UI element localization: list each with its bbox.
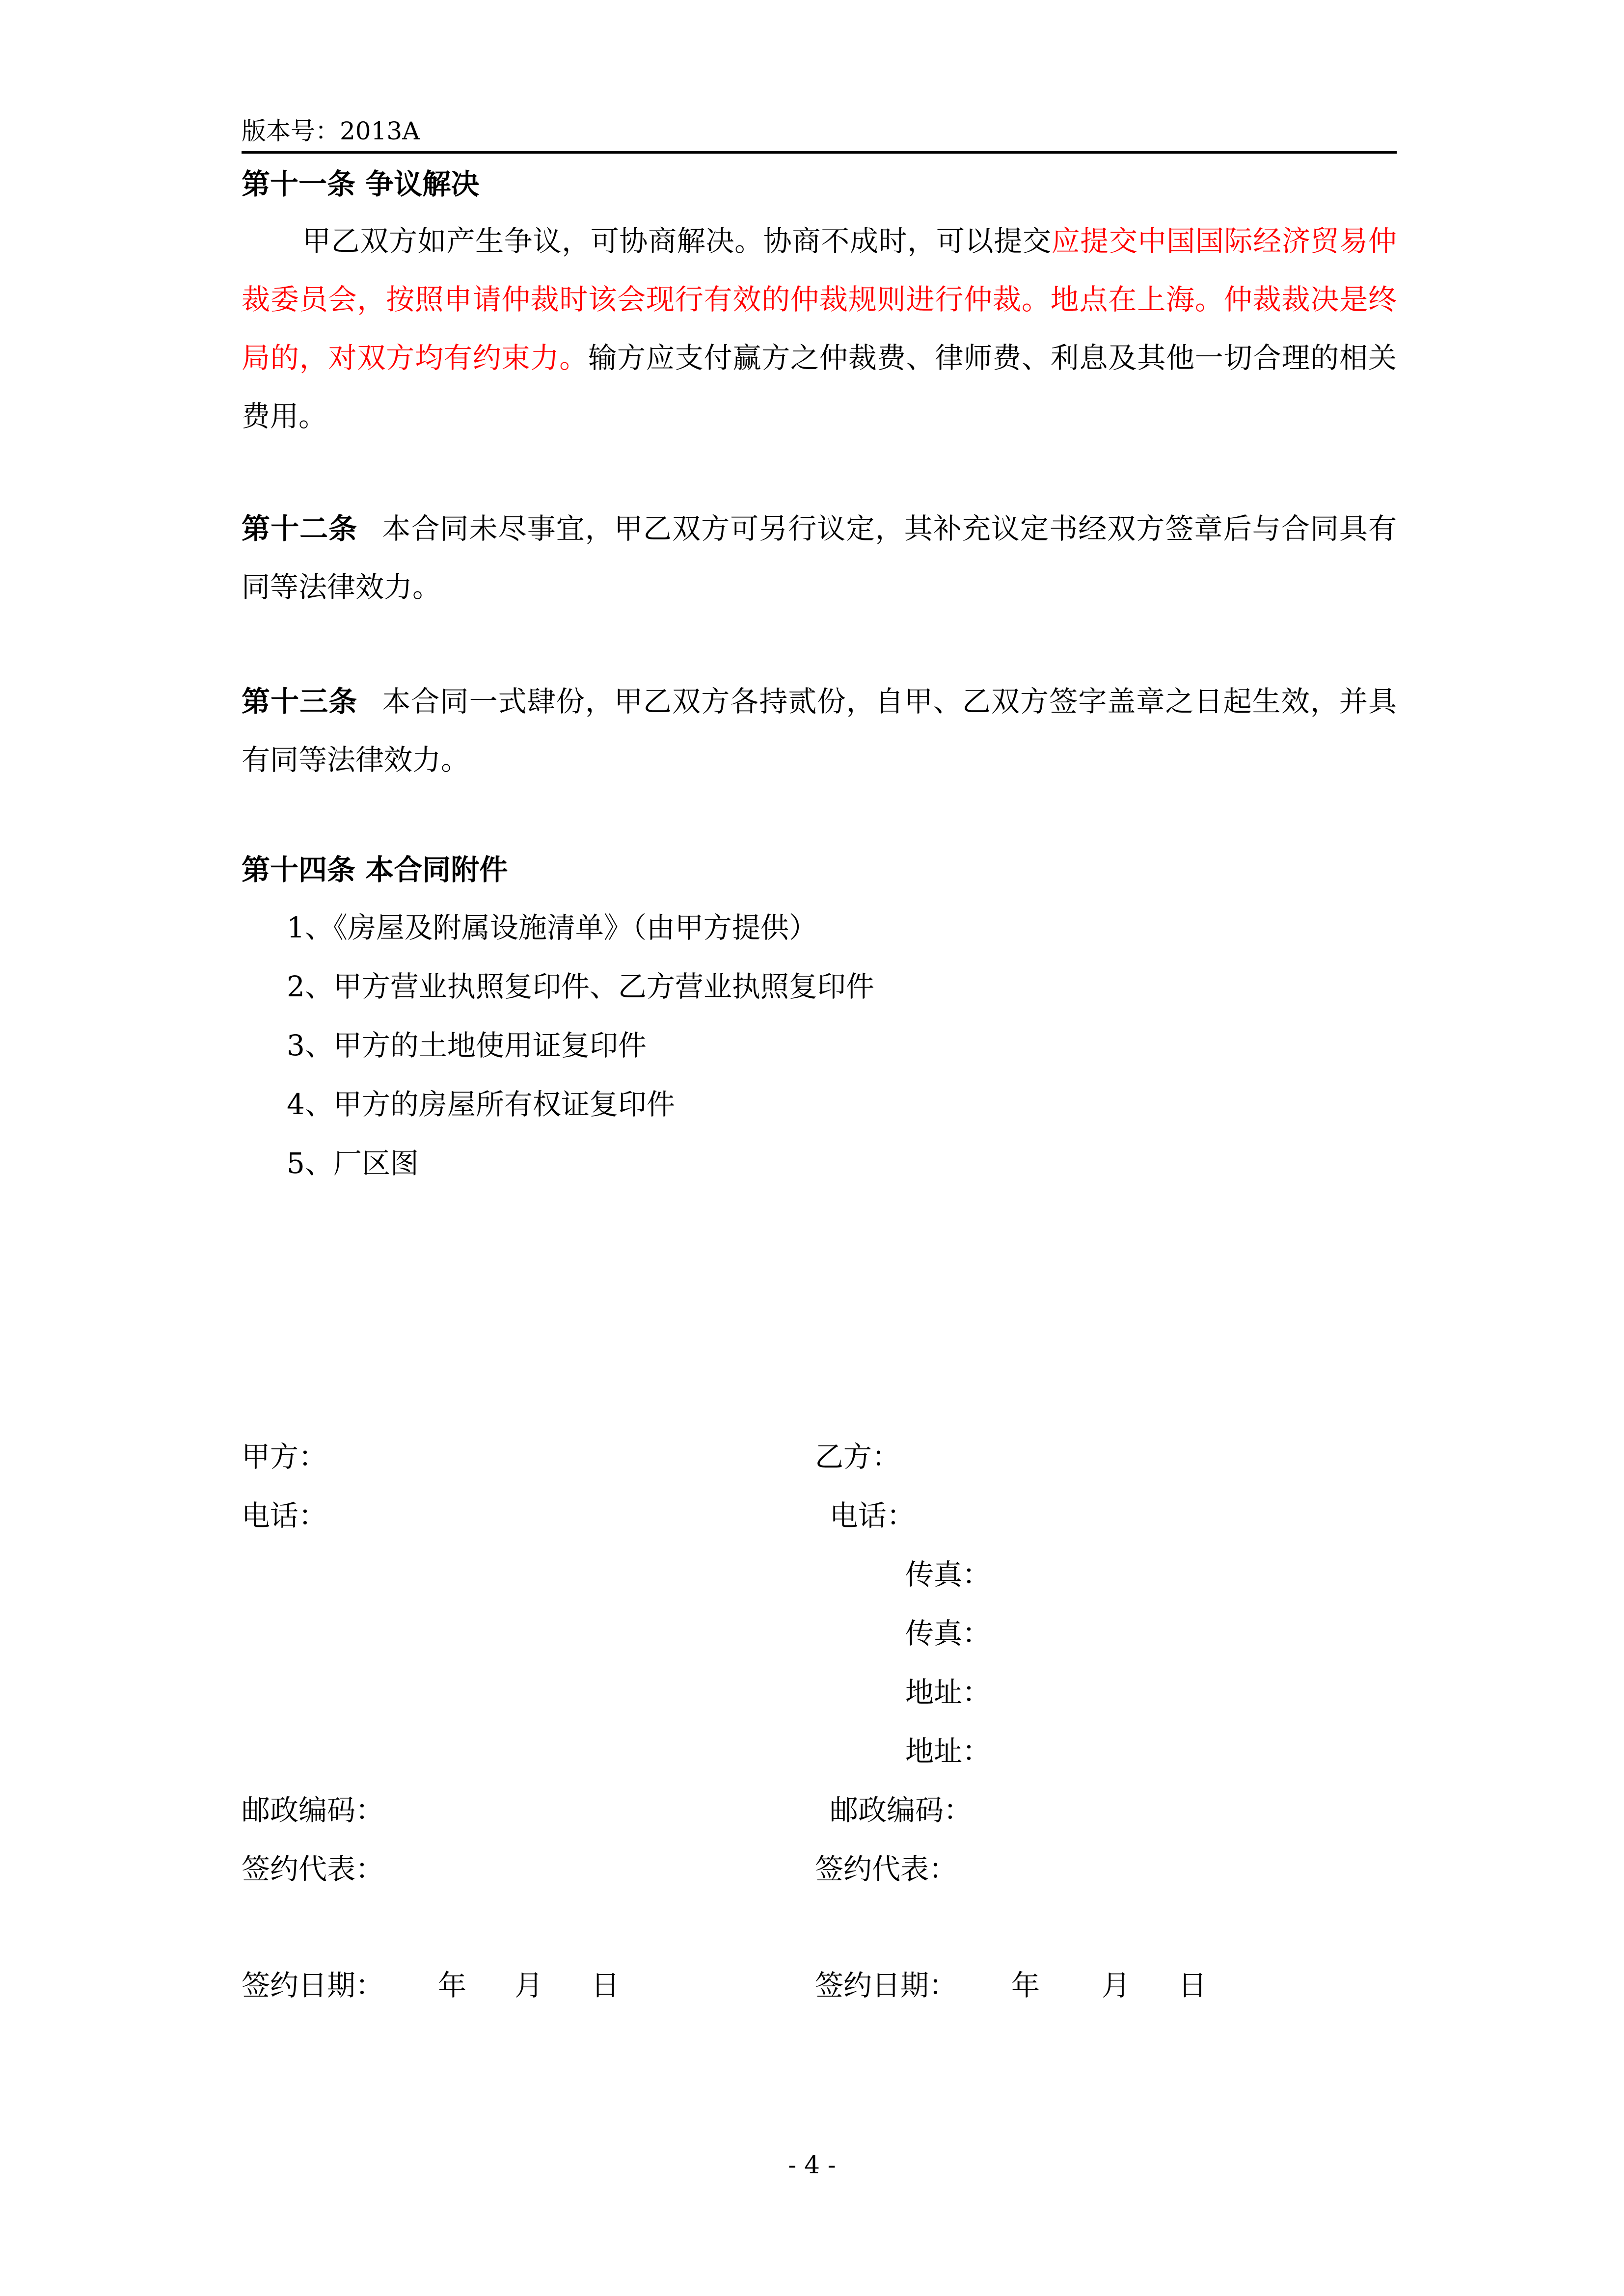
attachment-item: 4、甲方的房屋所有权证复印件 bbox=[287, 1088, 675, 1121]
attachment-item: 2、甲方营业执照复印件、乙方营业执照复印件 bbox=[287, 970, 874, 1003]
address-label: 地址： bbox=[905, 1676, 991, 1709]
article-12-text: 本合同未尽事宜，甲乙双方可另行议定，其补充议定书经双方签章后与合同具有同等法律效力。 bbox=[242, 512, 1397, 604]
party-a-date-label: 签约日期： bbox=[242, 1969, 384, 2002]
party-a-postcode-label: 邮政编码： bbox=[242, 1793, 384, 1827]
party-b-date-day: 日 bbox=[1178, 1969, 1207, 2002]
party-b-date-year: 年 bbox=[1011, 1969, 1040, 2002]
article-11-paragraph bbox=[242, 212, 1397, 446]
version-label: 版本号：2013A bbox=[242, 117, 420, 145]
party-b-label: 乙方： bbox=[815, 1440, 901, 1473]
fax-label: 传真： bbox=[905, 1617, 991, 1650]
article-13-text: 本合同一式肆份，甲乙双方各持贰份，自甲、乙双方签字盖章之日起生效，并具有同等法律效力。 bbox=[242, 685, 1397, 776]
article-11-arbitration-clause: 应提交中国国际经济贸易仲裁委员会，按照申请仲裁时该会现行有效的仲裁规则进行仲裁。地点在上海。仲裁裁决是终局的，对双方均有约束力。 bbox=[242, 224, 1397, 374]
article-11-text-after: 输方应支付赢方之仲裁费、律师费、利息及其他一切合理的相关费用。 bbox=[242, 341, 1397, 433]
article-14-heading: 第十四条 本合同附件 bbox=[242, 853, 508, 886]
article-12-number: 第十二条 bbox=[242, 512, 358, 545]
page-number: - 4 - bbox=[788, 2151, 836, 2179]
party-a-date-month: 月 bbox=[514, 1969, 543, 2002]
header-divider bbox=[242, 151, 1397, 154]
article-12-paragraph bbox=[242, 500, 1397, 616]
address-label: 地址： bbox=[905, 1735, 991, 1768]
party-a-date-day: 日 bbox=[591, 1969, 620, 2002]
party-b-date-label: 签约日期： bbox=[815, 1969, 958, 2002]
party-a-phone-label: 电话： bbox=[242, 1499, 327, 1532]
party-a-label: 甲方： bbox=[242, 1440, 327, 1473]
party-a-representative-label: 签约代表： bbox=[242, 1852, 384, 1886]
attachment-item: 1、《房屋及附属设施清单》（由甲方提供） bbox=[287, 911, 817, 944]
article-13-paragraph bbox=[242, 672, 1397, 789]
article-13-number: 第十三条 bbox=[242, 685, 358, 718]
party-b-postcode-label: 邮政编码： bbox=[830, 1793, 973, 1827]
party-b-phone-label: 电话： bbox=[830, 1499, 916, 1532]
attachment-item: 5、厂区图 bbox=[287, 1147, 419, 1180]
party-b-representative-label: 签约代表： bbox=[815, 1852, 958, 1886]
fax-label: 传真： bbox=[905, 1558, 991, 1591]
attachment-item: 3、甲方的土地使用证复印件 bbox=[287, 1029, 647, 1062]
article-11-text-before: 甲乙双方如产生争议，可协商解决。协商不成时，可以提交 bbox=[302, 224, 1052, 258]
party-a-date-year: 年 bbox=[438, 1969, 467, 2002]
article-11-heading: 第十一条 争议解决 bbox=[242, 167, 480, 201]
party-b-date-month: 月 bbox=[1102, 1969, 1131, 2002]
